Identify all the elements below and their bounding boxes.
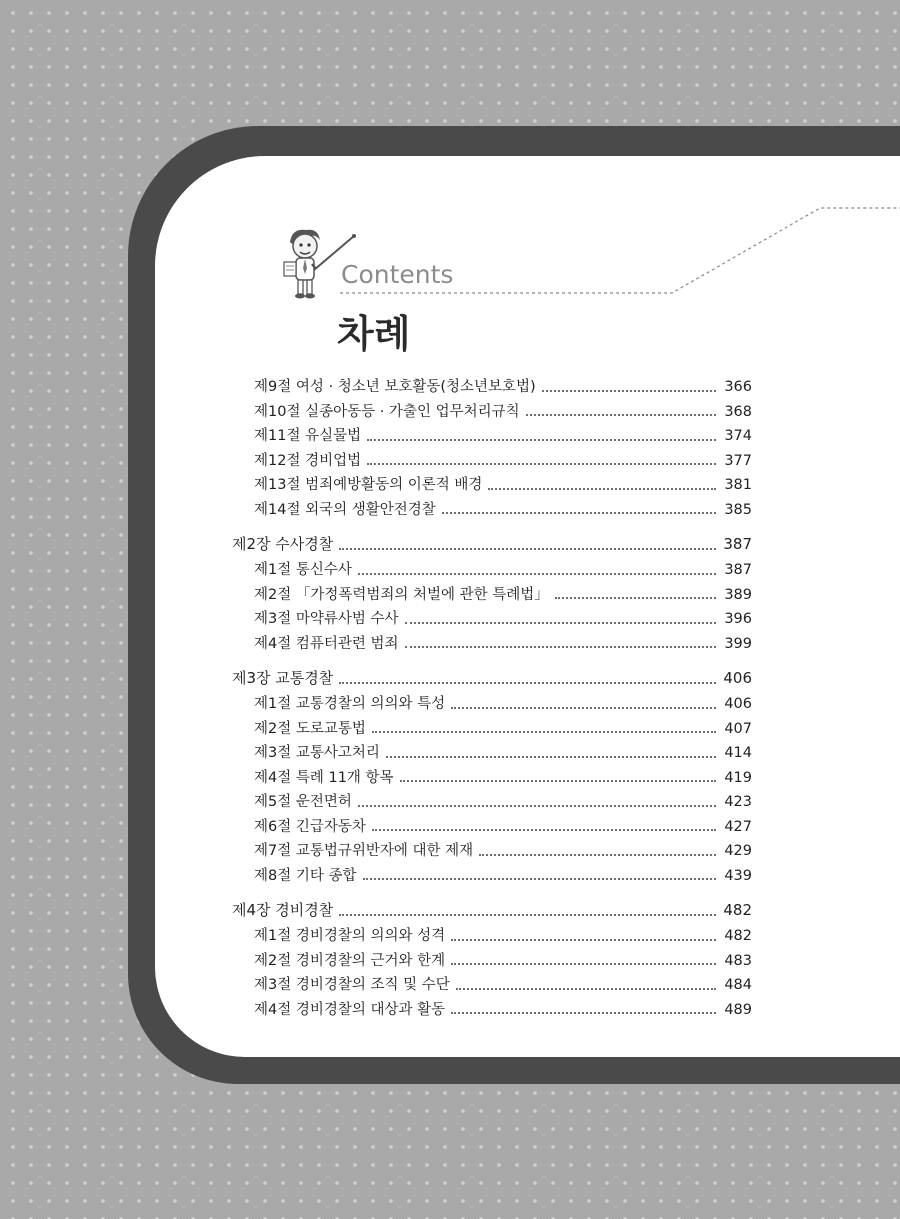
toc-entry-title: 제1절 경비경찰의 의의와 성격 [254, 928, 446, 944]
toc-section-row[interactable] [232, 558, 752, 583]
toc-entry-title: 제2장 수사경찰 [232, 535, 334, 553]
toc-entry-title: 제2절 경비경찰의 근거와 한계 [254, 952, 446, 969]
dotted-leader [555, 596, 716, 599]
toc-section-row[interactable] [232, 766, 752, 791]
dotted-leader [358, 572, 716, 575]
toc-page-number: 381 [724, 477, 752, 493]
toc-page-number: 389 [724, 586, 752, 603]
dotted-leader [451, 1011, 716, 1014]
toc-entry-title: 제3절 마약류사범 수사 [254, 611, 399, 627]
toc-page-number: 482 [724, 928, 752, 944]
toc-entry-title: 제6절 긴급자동차 [254, 818, 366, 835]
toc-section-row[interactable] [232, 632, 752, 657]
dotted-leader [542, 389, 716, 392]
toc-chapter-row[interactable] [232, 667, 752, 692]
toc-section-row[interactable] [232, 473, 752, 498]
contents-label: Contents [341, 260, 454, 289]
toc-page-number: 377 [724, 452, 752, 469]
toc-entry-title: 제9절 여성 · 청소년 보호활동(청소년보호법) [254, 379, 536, 395]
toc-entry-title: 제4절 경비경찰의 대상과 활동 [254, 1001, 446, 1018]
dotted-leader [367, 438, 716, 441]
dotted-leader [526, 413, 716, 416]
dotted-leader [339, 681, 716, 684]
dotted-leader [339, 547, 716, 550]
table-of-contents [232, 375, 752, 1022]
dotted-leader [479, 853, 716, 856]
toc-page-number: 427 [724, 818, 752, 835]
toc-entry-title: 제3장 교통경찰 [232, 669, 334, 687]
toc-page-number: 406 [723, 669, 752, 687]
dotted-leader [367, 462, 716, 465]
toc-section-row[interactable] [232, 839, 752, 864]
toc-entry-title: 제12절 경비업법 [254, 452, 362, 469]
toc-page-number: 374 [724, 428, 752, 444]
toc-page-number: 439 [724, 867, 752, 884]
toc-page-number: 406 [724, 696, 752, 712]
toc-entry-title: 제3절 경비경찰의 조직 및 수단 [254, 977, 450, 993]
toc-page-number: 419 [724, 769, 752, 786]
toc-entry-title: 제1절 교통경찰의 의의와 특성 [254, 696, 446, 712]
toc-section-row[interactable] [232, 717, 752, 742]
toc-entry-title: 제2절 「가정폭력범죄의 처벌에 관한 특례법」 [254, 586, 549, 603]
toc-entry-title: 제14절 외국의 생활안전경찰 [254, 501, 436, 518]
dotted-leader [386, 755, 716, 758]
toc-section-row[interactable] [232, 815, 752, 840]
toc-section-row[interactable] [232, 607, 752, 632]
toc-page-number: 414 [724, 745, 752, 761]
dotted-leader [339, 913, 716, 916]
toc-section-row[interactable] [232, 790, 752, 815]
toc-page-number: 482 [723, 901, 752, 919]
toc-entry-title: 제5절 운전면허 [254, 794, 352, 810]
toc-section-row[interactable] [232, 924, 752, 949]
toc-section-row[interactable] [232, 998, 752, 1023]
toc-section-row[interactable] [232, 864, 752, 889]
toc-entry-title: 제7절 교통법규위반자에 대한 제재 [254, 843, 474, 859]
toc-page-number: 396 [724, 611, 752, 627]
toc-section-row[interactable] [232, 583, 752, 608]
toc-section-row[interactable] [232, 424, 752, 449]
toc-entry-title: 제4절 특례 11개 항목 [254, 769, 394, 786]
toc-section-row[interactable] [232, 949, 752, 974]
toc-page-number: 368 [724, 403, 752, 420]
toc-section-row[interactable] [232, 375, 752, 400]
dotted-leader [451, 962, 716, 965]
dotted-leader [372, 828, 716, 831]
toc-page-number: 423 [724, 794, 752, 810]
toc-page-number: 429 [724, 843, 752, 859]
toc-entry-title: 제4절 컴퓨터관련 범죄 [254, 635, 399, 652]
toc-entry-title: 제11절 유실물법 [254, 428, 362, 444]
page-title: 차례 [337, 312, 411, 356]
dotted-leader [405, 621, 716, 624]
toc-entry-title: 제4장 경비경찰 [232, 901, 334, 919]
toc-section-row[interactable] [232, 973, 752, 998]
toc-entry-title: 제13절 범죄예방활동의 이론적 배경 [254, 477, 483, 493]
toc-page-number: 387 [724, 562, 752, 578]
toc-section-row[interactable] [232, 498, 752, 523]
toc-page-number: 483 [724, 952, 752, 969]
toc-chapter-row[interactable] [232, 899, 752, 924]
toc-page-number: 366 [724, 379, 752, 395]
dotted-leader [372, 730, 716, 733]
dotted-leader [400, 779, 716, 782]
dotted-leader [456, 987, 716, 990]
toc-page-number: 484 [724, 977, 752, 993]
dotted-leader [488, 487, 716, 490]
toc-page-number: 387 [723, 535, 752, 553]
dotted-leader [442, 511, 716, 514]
dotted-leader [363, 877, 717, 880]
toc-entry-title: 제2절 도로교통법 [254, 720, 366, 737]
toc-section-row[interactable] [232, 741, 752, 766]
dotted-leader [451, 706, 716, 709]
toc-section-row[interactable] [232, 400, 752, 425]
toc-section-row[interactable] [232, 692, 752, 717]
dotted-leader [405, 645, 716, 648]
dotted-leader [451, 938, 716, 941]
toc-entry-title: 제1절 통신수사 [254, 562, 352, 578]
toc-chapter-row[interactable] [232, 533, 752, 558]
toc-entry-title: 제8절 기타 종합 [254, 867, 357, 884]
dotted-leader [358, 804, 716, 807]
toc-entry-title: 제3절 교통사고처리 [254, 745, 380, 761]
toc-page-number: 407 [724, 720, 752, 737]
toc-page-number: 385 [724, 501, 752, 518]
toc-section-row[interactable] [232, 449, 752, 474]
toc-page-number: 399 [724, 635, 752, 652]
toc-page-number: 489 [724, 1001, 752, 1018]
toc-entry-title: 제10절 실종아동등 · 가출인 업무처리규칙 [254, 403, 520, 420]
